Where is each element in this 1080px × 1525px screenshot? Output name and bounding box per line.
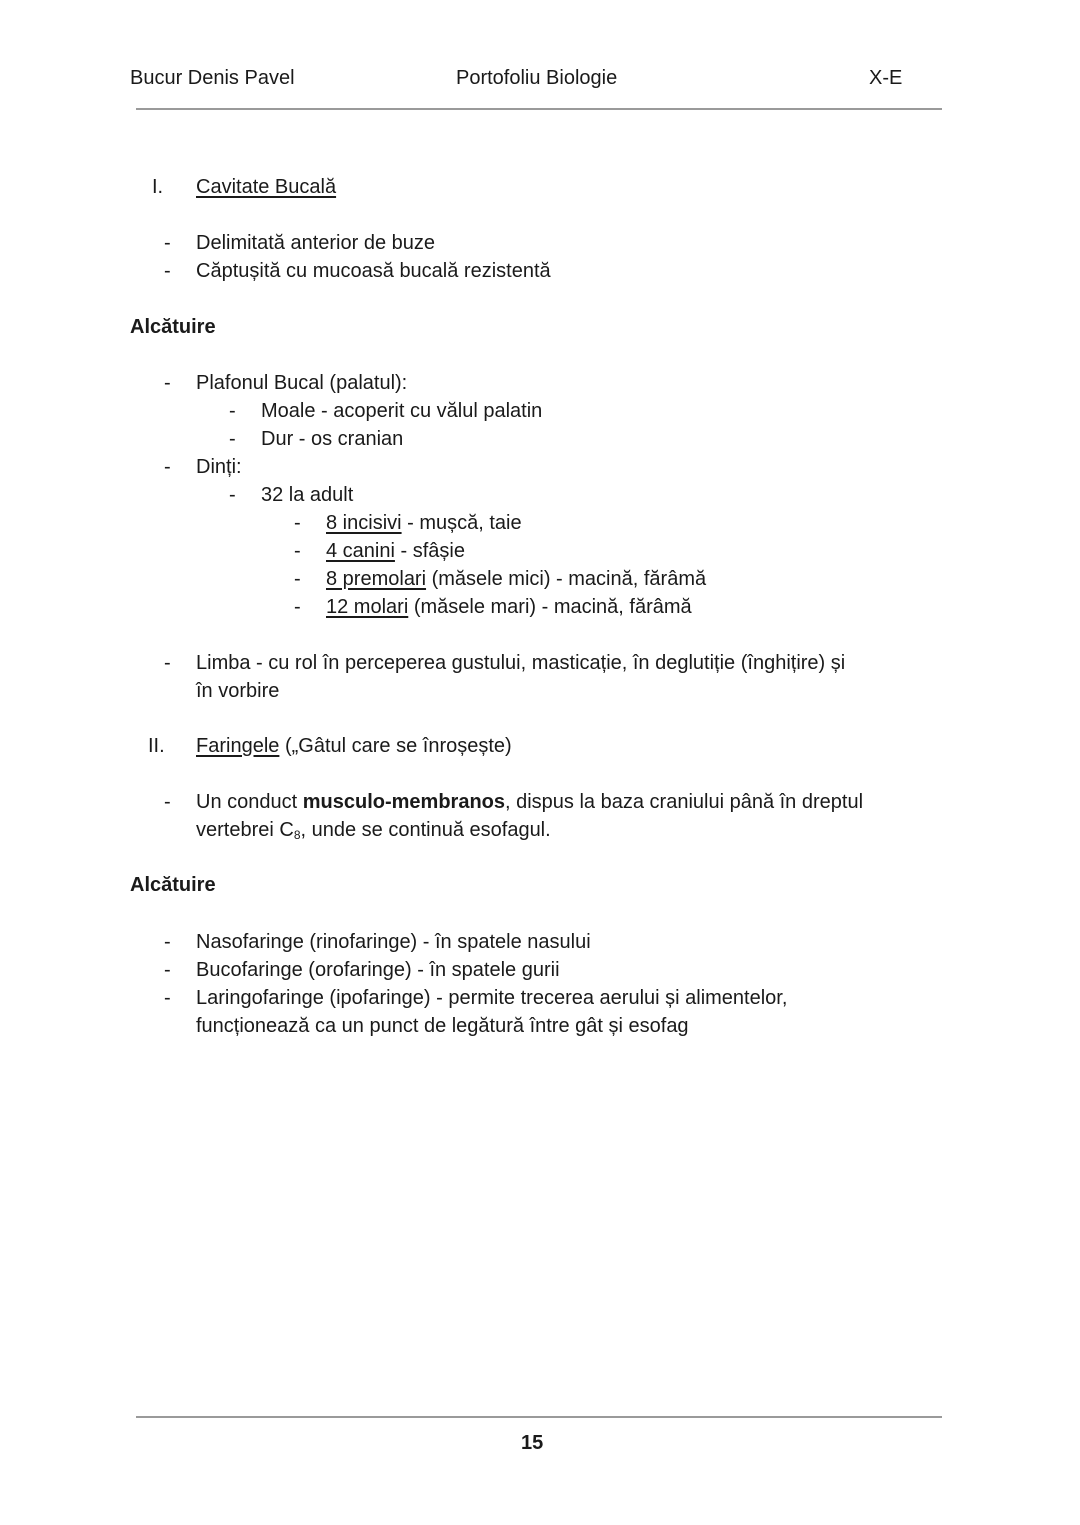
list-item: Laringofaringe (ipofaringe) - permite trecerea aerului și alimentelor, — [196, 987, 788, 1009]
heading-text: Faringele — [196, 735, 280, 757]
list-item — [326, 511, 522, 535]
bullet: - — [164, 791, 171, 813]
list-item: Delimitată anterior de buze — [196, 232, 436, 254]
list-item — [326, 595, 692, 619]
list-item — [326, 567, 706, 591]
tooth-desc: (măsele mari) - macină, fărâmă — [408, 596, 692, 618]
bullet: - — [164, 456, 171, 478]
text: , unde se continuă esofagul. — [300, 819, 551, 841]
list-item-continued: funcționează ca un punct de legătură între gât și esofag — [196, 1015, 689, 1037]
bullet: - — [164, 987, 171, 1009]
list-item: Bucofaringe (orofaringe) - în spatele gurii — [196, 959, 560, 981]
bullet: - — [164, 260, 171, 282]
section-numeral: I. — [152, 176, 164, 198]
list-item-continued — [196, 818, 551, 842]
header-author: Bucur Denis Pavel — [130, 67, 295, 89]
subheading: Alcătuire — [130, 316, 216, 338]
bullet: - — [164, 931, 171, 953]
header-class: X-E — [869, 67, 903, 89]
tooth-type: 4 canini — [326, 540, 395, 562]
list-item: Căptușită cu mucoasă bucală rezistentă — [196, 260, 551, 282]
list-item: 32 la adult — [261, 484, 354, 506]
page-number: 15 — [521, 1432, 544, 1454]
list-item: Moale - acoperit cu vălul palatin — [261, 400, 543, 422]
list-item: Limba - cu rol în perceperea gustului, masticație, în deglutiție (înghițire) și — [196, 652, 846, 674]
text: Un conduct — [196, 791, 303, 813]
subscript: 8 — [293, 828, 301, 842]
text: vertebrei C — [196, 819, 294, 841]
bold-term: musculo-membranos — [302, 791, 505, 813]
tooth-type: 12 molari — [326, 596, 409, 618]
heading-note: („Gâtul care se înroșește) — [279, 735, 512, 757]
bullet: - — [229, 428, 236, 450]
bullet: - — [229, 484, 236, 506]
bullet: - — [164, 232, 171, 254]
bullet: - — [164, 372, 171, 394]
tooth-desc: - sfâșie — [394, 540, 465, 562]
tooth-desc: (măsele mici) - macină, fărâmă — [426, 568, 707, 590]
tooth-type: 8 premolari — [326, 568, 427, 590]
section-heading — [196, 734, 512, 758]
section-numeral: II. — [148, 735, 165, 757]
list-item: Dinți: — [196, 456, 242, 478]
bullet: - — [294, 596, 301, 618]
bullet: - — [294, 512, 301, 534]
text: , dispus la baza craniului până în dreptul — [505, 791, 864, 813]
list-item-continued: în vorbire — [196, 680, 280, 702]
bullet: - — [229, 400, 236, 422]
bullet: - — [294, 568, 301, 590]
footer-divider — [136, 1416, 942, 1418]
list-item: Dur - os cranian — [261, 428, 404, 450]
section-heading: Cavitate Bucală — [196, 176, 337, 198]
list-item: Plafonul Bucal (palatul): — [196, 372, 408, 394]
bullet: - — [164, 652, 171, 674]
list-item — [196, 790, 863, 814]
header-divider — [136, 108, 942, 110]
bullet: - — [294, 540, 301, 562]
list-item — [326, 539, 465, 563]
tooth-type: 8 incisivi — [326, 512, 402, 534]
tooth-desc: - mușcă, taie — [401, 512, 522, 534]
bullet: - — [164, 959, 171, 981]
header-title: Portofoliu Biologie — [456, 67, 618, 89]
subheading: Alcătuire — [130, 874, 216, 896]
list-item: Nasofaringe (rinofaringe) - în spatele nasului — [196, 931, 591, 953]
